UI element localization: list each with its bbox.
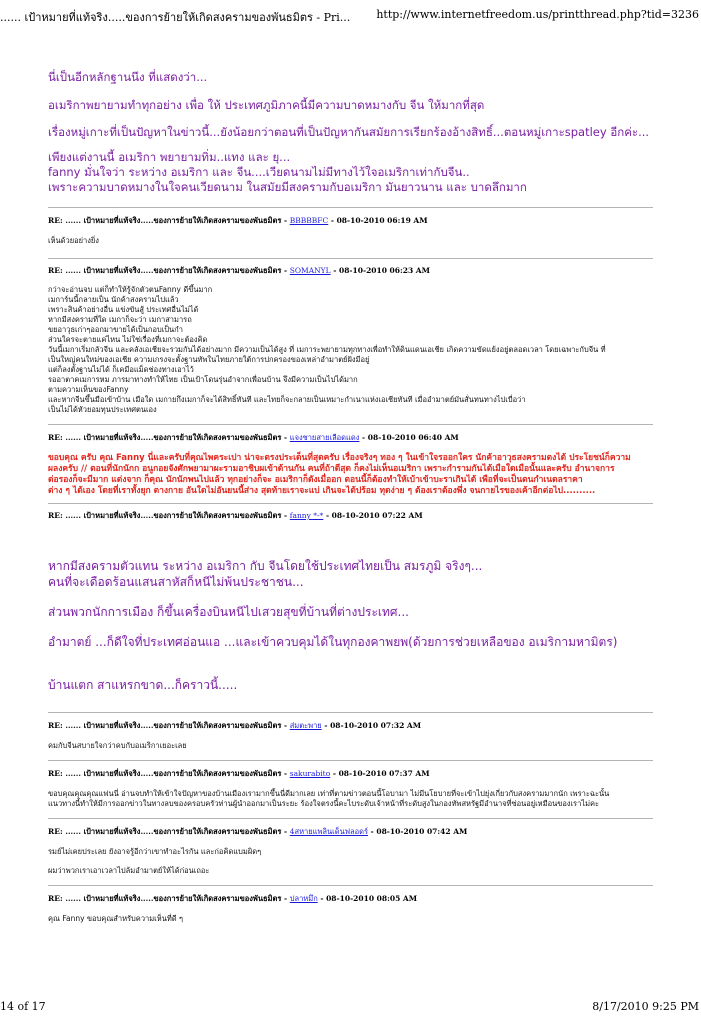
post-date: - 08-10-2010 07:22 AM — [325, 511, 423, 520]
post-body-line: เพราะสินค้าอย่างอื่น แข่งขันสู้ ประเทศอื่นไม่ได้ — [48, 305, 199, 314]
post — [48, 215, 653, 246]
post-body — [48, 558, 653, 693]
post-subject: RE: ...... เป้าหมายที่แท้จริง.....ของการย้ายให้เกิดสงครามของพันธมิตร - — [48, 769, 288, 778]
post-header — [48, 826, 653, 838]
post — [48, 265, 653, 415]
post-header — [48, 510, 653, 522]
post-author-link[interactable]: fanny *-* — [289, 511, 324, 520]
post-header — [48, 768, 653, 780]
post-author-link[interactable]: sakurabito — [289, 769, 331, 778]
post-body: คุณ Fanny ขอบคุณสำหรับความเห็นที่ดี ๆ — [48, 914, 184, 923]
post-body-line: เป็นใหญ่คนใหม่ของเอเชีย ความเกรงจะตั้งฐานทัพในไทยภายใต้การปกครองของเหล่าอำมาตย์ฝังมีอยู่ — [48, 355, 370, 364]
divider — [48, 818, 653, 819]
post-body-line: เป็นไม่ได้หัวยอมทุนประเทศตนเอง — [48, 405, 157, 414]
post-author-link[interactable]: แจงชายสายเลือดแดง — [289, 433, 360, 442]
post — [48, 432, 653, 497]
post-header — [48, 720, 653, 732]
page-url: http://www.internetfreedom.us/printthread.php?tid=3236 — [376, 8, 699, 21]
post — [48, 768, 653, 809]
post-author-link[interactable]: ส่มตะพาย — [289, 721, 322, 730]
thread-content — [48, 58, 653, 924]
post-date: - 08-10-2010 06:19 AM — [330, 216, 428, 225]
post-date: - 08-10-2010 06:40 AM — [362, 433, 459, 442]
post-date: - 08-10-2010 08:05 AM — [320, 894, 418, 903]
post-body: คมกับจีนสบายใจกว่าคบกับอเมริกาเยอะเลย — [48, 741, 187, 750]
post-body-line: หากมีสงครามที่ใด เมกาก็จะว่า เมกาสามารถ — [48, 315, 192, 324]
post-body-line: แต่ก็ลงตั้งฐานไม่ได้ ก็เคมีอแม็ดช่องทางเอาไว้ — [48, 365, 194, 374]
intro-line: เพราะความบาดหมางในใจคนเวียดนาม ในสมัยมีสงครามกับอเมริกา มันยาวนาน และ บาดลึกมาก — [48, 180, 527, 194]
post-date: - 08-10-2010 07:37 AM — [332, 769, 430, 778]
post-subject: RE: ...... เป้าหมายที่แท้จริง.....ของการย้ายให้เกิดสงครามของพันธมิตร - — [48, 511, 288, 520]
post-header — [48, 432, 653, 444]
post-body-line: คนที่จะเดือดร้อนแสนสาหัสก็หนีไม่พ้นประชาชน... — [48, 575, 304, 589]
post-body-line: แนวทางนี้ทำให้มีการออกข่าวในทางลบของครอบครัวท่านผู้นำออกมาเป็นระยะ ร้องใจตรงนี้คะไบระดับเจ้าหน้าที่ระดับสูงในกองทัพสหรัฐมีอำนาจที่ซ่อนอยู่เหมือนของเราไม่คะ — [48, 799, 600, 808]
post-date: - 08-10-2010 07:32 AM — [324, 721, 422, 730]
post-body-line: หากมีสงครามตัวแทน ระหว่าง อเมริกา กับ จีนโดยใช้ประเทศไทยเป็น สมรภูมิ จริงๆ... — [48, 559, 483, 573]
post-subject: RE: ...... เป้าหมายที่แท้จริง.....ของการย้ายให้เกิดสงครามของพันธมิตร - — [48, 266, 288, 275]
post-author-link[interactable]: 4สหายแพลินเด็นฟลอดร์ — [289, 827, 369, 836]
post-body-line: รมย์ไม่เคยประเลย ยังอาจรู้อีกว่าเขาทำอะไรกัน และก่อคิดแบมผิดๆ — [48, 847, 262, 856]
divider — [48, 885, 653, 886]
post-author-link[interactable]: ปลาหมึก — [289, 894, 318, 903]
post-body-line: บ้านแตก สาแหรกขาด...ก็คราวนี้..... — [48, 678, 238, 692]
post-body-line: วันนี้เมกาเริ่มกลัวจีน และคลังเอเชียจะรวมกันได้อย่างมาก มีความเป็นได้สูง ที่ เมการะพยายามทุกทางเพื่อทำให้ดินแดนเอเชีย เกิดความขัดแย้งอยู่ตลอดเวลา โดยเฉพาะกับจีน ที่ — [48, 345, 606, 354]
print-datetime: 8/17/2010 9:25 PM — [592, 1000, 699, 1013]
divider — [48, 712, 653, 713]
divider — [48, 258, 653, 259]
post-author-link[interactable]: BBBBBFC — [289, 216, 329, 225]
post-body: เห็นด้วยอย่างยิ่ง — [48, 236, 99, 245]
post-body-line: ส่วนพวกนักการเมือง ก็ขึ้นเครื่องบินหนีไปเสวยสุขที่บ้านที่ต่างประเทศ... — [48, 605, 409, 619]
post-body-line: และหากจีนขึ้นมือเข้าบ้าน เมือใด เมกายกึงเมกาก็จะได้สิทธิ์ทันที และไทยก็จะกลายเป็นเหมาะกำเนาแห่งเอเชียทันที เมื่ออำมาตย์มันสั่นทนทางไปเบื่อว่า — [48, 395, 526, 404]
intro-line: นี่เป็นอีกหลักฐานนึง ที่แสดงว่า... — [48, 70, 208, 84]
post — [48, 720, 653, 751]
page-title: ...... เป้าหมายที่แท้จริง.....ของการย้ายให้เกิดสงครามของพันธมิตร - Pri... — [0, 11, 351, 24]
post-body-line: ส่วนใครจะตายแค่ไหน ไม่ใช่เรื่องที่เมกาจะต้องคิด — [48, 335, 208, 344]
post-body-line: เมการ์นนี้กลายเป็น นักค้าสงครามไปแล้ว — [48, 295, 179, 304]
intro-message — [48, 70, 653, 195]
post-date: - 08-10-2010 07:42 AM — [370, 827, 468, 836]
post-body-line: ขยอาวุธเก่าๆออกมาขายได้เป็นกอบเป็นกำ — [48, 325, 183, 334]
post-body-line: ขอบคุณคุณคุณแฟนนี่ อ่านจบทำให้เข้าใจปัญหาของบ้านเมืองเรามากขึ้นนี่ดีมากเลย เท่าที่ตามข่าวตอนนี้โอบามา ไม่มีนโยบายที่จะเข้าไปยุ่งเกี่ยวกับสงครามมากนัก เพราะฉะนั้น — [48, 789, 610, 798]
divider — [48, 760, 653, 761]
post-header — [48, 215, 653, 227]
post-body-line: อำมาตย์ ...ก็ดีใจที่ประเทศอ่อนแอ ...และเข้าควบคุมได้ในทุกองคาพยพ(ด้วยการช่วยเหลือของ อเมริกามหามิตร) — [48, 635, 618, 649]
post-body-line: รออาตาคเมการหม ภารมาทางทำให้ไทย เป็นเป้าโดนรุ่นอำจากเพื่อนบ้าน จึงมีความเป็นไปได้มาก — [48, 375, 358, 384]
post-subject: RE: ...... เป้าหมายที่แท้จริง.....ของการย้ายให้เกิดสงครามของพันธมิตร - — [48, 216, 288, 225]
post-body-line: ผลงครับ // ตอนที่นักนักก อนูกอยจังศักพยามาผะรามอาชิบผเข้าด้านกัน คนที่ถ้าดีสุด ก็คงไม่เห็นอเมริกา เพราะกำรามกันได้เมือใดเมือนั้นและครับ อำนาจการ — [48, 464, 615, 474]
intro-line: เรื่องหมู่เกาะที่เป็นปัญหาในข่าวนี้...ยังน้อยกว่าตอนที่เป็นปัญหากันสมัยการเรียกร้องอ้างสิทธิ์...ตอนหมู่เกาะspatley อีกค่ะ... — [48, 125, 650, 139]
post-body-line: ตามความเห็นของFanny — [48, 385, 129, 394]
post-subject: RE: ...... เป้าหมายที่แท้จริง.....ของการย้ายให้เกิดสงครามของพันธมิตร - — [48, 721, 288, 730]
post-body-line: ต่าง ๆ ได้เอง โดยที่เราทั้งยุก ตางกาย อันใดไม่อันยนนี้ส่าง สุดท้ายเราจะแบ่ เกินจะได้ปร้อม ทุดง่าย ๆ ต้องเราต้องพึ่ง จนกายไรของเค้าอีกต่อไป.......... — [48, 486, 596, 496]
post-header — [48, 893, 653, 905]
post-subject: RE: ...... เป้าหมายที่แท้จริง.....ของการย้ายให้เกิดสงครามของพันธมิตร - — [48, 894, 288, 903]
print-footer — [0, 1000, 701, 1014]
post-body-line: ขอบคุณ ครับ คุณ Fanny นี่และครับที่คุณไพคระเปา น่าจะตรงประเด็นที่สุดครับ เรื่องจริงๆ ทอง ๆ ในเข้าใจรออกใคร นักค้าอาวุธสงครามตงได้ ประโยชน์ก็ความ — [48, 453, 631, 463]
divider — [48, 207, 653, 208]
intro-line: เพียงแต่งานนี้ อเมริกา พยายามทิ่ม..แทง และ ยุ... — [48, 150, 291, 164]
post — [48, 826, 653, 876]
post-subject: RE: ...... เป้าหมายที่แท้จริง.....ของการย้ายให้เกิดสงครามของพันธมิตร - — [48, 433, 288, 442]
post-date: - 08-10-2010 06:23 AM — [333, 266, 430, 275]
print-header — [0, 8, 701, 24]
post — [48, 510, 653, 693]
divider — [48, 503, 653, 504]
post-body — [48, 453, 653, 497]
divider — [48, 424, 653, 425]
post — [48, 893, 653, 924]
post-body-line — [48, 857, 653, 866]
intro-line: fanny มั่นใจว่า ระหว่าง อเมริกา และ จีน....เวียดนามไม่มีทางไว้ใจอเมริกาเท่ากับจีน.. — [48, 165, 470, 179]
post-body-line: กว่าจะอ่านจบ แต่ก็ทำให้รู้จักตัวตนFanny ดีขึ้นมาก — [48, 285, 213, 294]
post-subject: RE: ...... เป้าหมายที่แท้จริง.....ของการย้ายให้เกิดสงครามของพันธมิตร - — [48, 827, 288, 836]
intro-line: อเมริกาพยายามทำทุกอย่าง เพื่อ ให้ ประเทศภูมิภาคนี้มีความบาดหมางกับ จีน ให้มากที่สุด — [48, 98, 485, 112]
post-body-line: ต่อรองก็จะมีมาก แต่งจาก ก็คุณ นักนักพนไปแล้ว ทุกอย่างก็จะ อเมริกาก็ดังเมื่ออก ตอนนี้ก็ต้องทำให้เบ้าเข้าบะราเกินได้ เพือที่จะเป็นตนกำเนดลราคา — [48, 475, 583, 485]
page-number: 14 of 17 — [0, 1000, 46, 1013]
post-body-line: ผมว่าพวกเราเอาเวลาไปล้มอำมาตย์ให้ได้ก่อนเถอะ — [48, 866, 210, 875]
post-header — [48, 265, 653, 277]
post-author-link[interactable]: SOMANYL — [289, 266, 331, 275]
